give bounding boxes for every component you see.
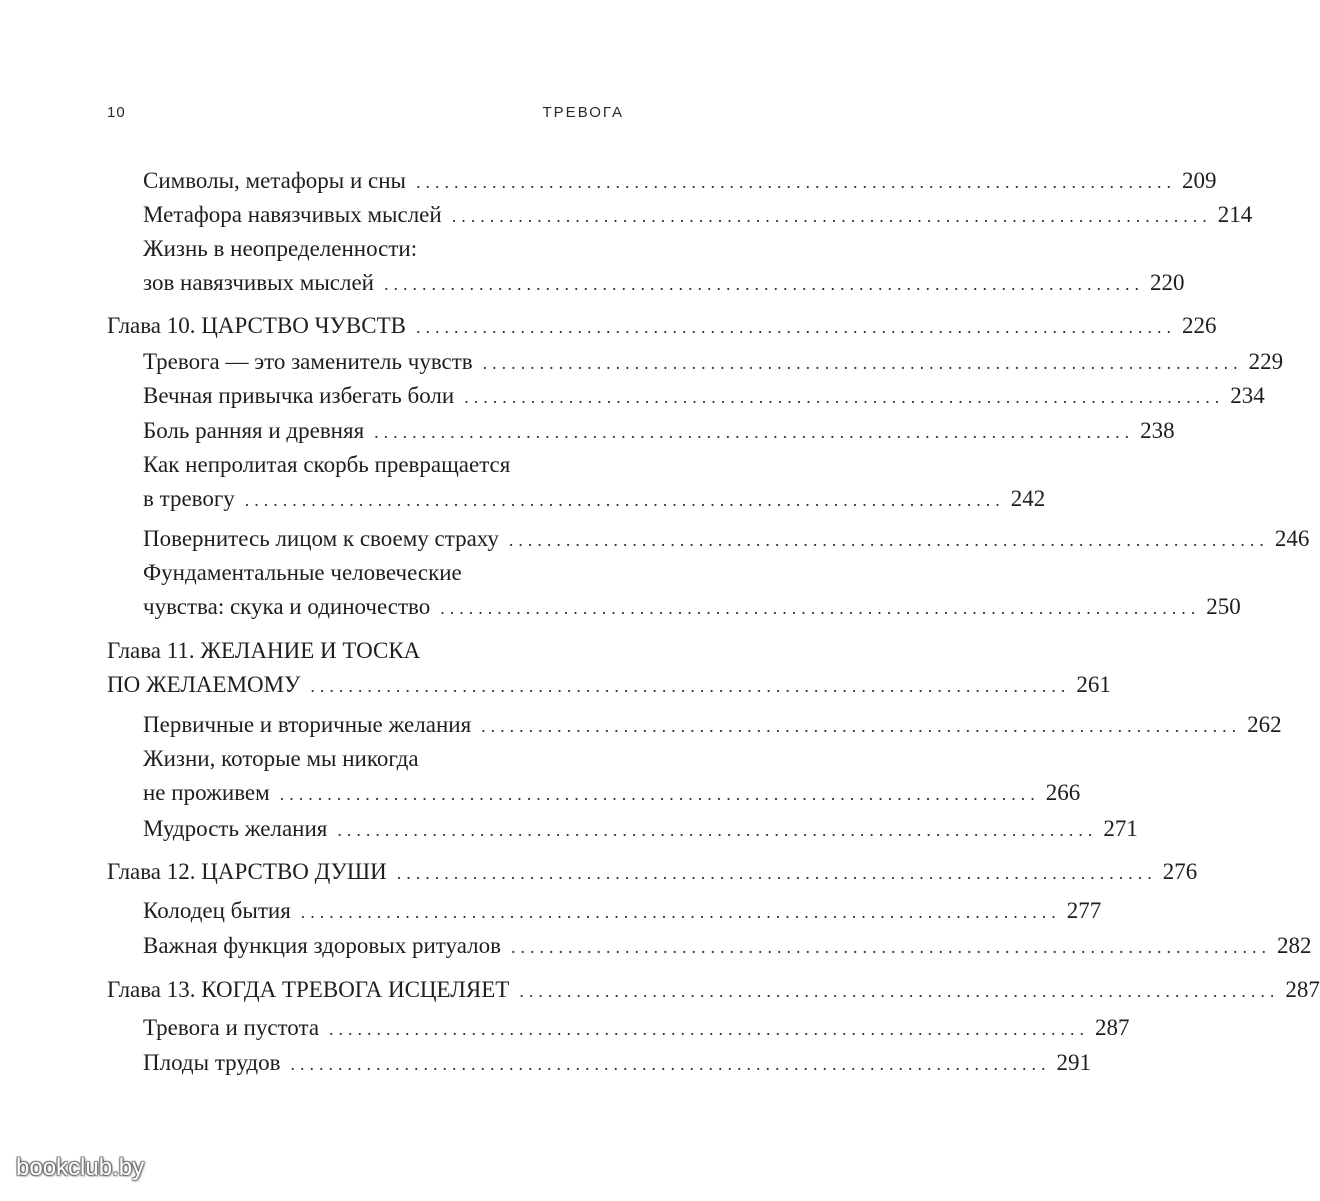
toc-entry-title: ПО ЖЕЛАЕМОМУ (107, 672, 301, 697)
toc-entry-line (143, 198, 1253, 232)
toc-entry-title-line: Жизни, которые мы никогда (143, 746, 419, 771)
toc-entry-title: Тревога и пустота (143, 1015, 320, 1040)
dot-leader: ................................................................................ (279, 784, 1040, 804)
toc-entry-title: Колодец бытия (143, 898, 291, 923)
dot-leader: ................................................................................ (508, 530, 1269, 550)
toc-page-number: 266 (1045, 780, 1081, 805)
toc-page-number: 287 (1095, 1015, 1130, 1040)
toc-entry-title: Повернитесь лицом к своему страху (143, 526, 499, 551)
dot-leader: ................................................................................ (290, 1054, 1051, 1074)
toc-entry-line (143, 482, 1046, 516)
toc-entry-line (107, 309, 1217, 343)
dot-leader: ................................................................................ (415, 317, 1176, 337)
toc-entry-line (143, 708, 1282, 742)
toc-section-entry (143, 556, 1241, 624)
toc-entry-title: Вечная привычка избегать боли (143, 383, 455, 408)
toc-entry-line (143, 776, 1081, 810)
toc-page-number: 276 (1162, 859, 1198, 884)
toc-page-number: 282 (1276, 933, 1312, 958)
toc-entry-title-line: Жизнь в неопределенности: (143, 236, 418, 261)
toc-entry-title-line: Как непролитая скорбь превращается (143, 452, 511, 477)
toc-page-number: 271 (1103, 816, 1138, 841)
toc-page-number: 229 (1248, 349, 1284, 374)
page-number: 10 (107, 104, 126, 121)
toc-section-entry (143, 929, 1312, 963)
toc-section-entry (143, 448, 1046, 516)
watermark-logo: bookclub.by (16, 1154, 145, 1181)
toc-chapter-entry (107, 634, 1111, 702)
toc-section-entry (143, 345, 1284, 379)
toc-entry-title: Символы, метафоры и сны (143, 168, 406, 193)
toc-entry-title: чувства: скука и одиночество (143, 594, 431, 619)
dot-leader: ................................................................................ (337, 820, 1098, 840)
toc-section-entry (143, 379, 1265, 413)
toc-entry-title: зов навязчивых мыслей (143, 270, 374, 295)
toc-entry-title: не проживем (143, 780, 270, 805)
dot-leader: ................................................................................ (440, 598, 1201, 618)
toc-entry-line (143, 345, 1284, 379)
toc-entry-line (107, 668, 1111, 702)
dot-leader: ................................................................................ (329, 1019, 1090, 1039)
toc-entry-line (143, 1046, 1091, 1080)
toc-entry-line (143, 379, 1265, 413)
toc-entry-title-line: Глава 11. ЖЕЛАНИЕ И ТОСКА (107, 638, 421, 663)
toc-section-entry (143, 894, 1102, 928)
toc-entry-line (107, 855, 1198, 889)
dot-leader: ................................................................................ (510, 937, 1271, 957)
toc-section-entry (143, 232, 1185, 300)
toc-chapter-entry (107, 855, 1198, 889)
dot-leader: ................................................................................ (482, 353, 1243, 373)
toc-chapter-entry (107, 309, 1217, 343)
toc-entry-title: Метафора навязчивых мыслей (143, 202, 442, 227)
toc-entry-line (143, 266, 1185, 300)
toc-entry-line (107, 973, 1320, 1007)
dot-leader: ................................................................................ (244, 490, 1005, 510)
toc-section-entry (143, 742, 1081, 810)
toc-entry-line (143, 590, 1241, 624)
dot-leader: ................................................................................ (481, 716, 1242, 736)
toc-entry-line (143, 929, 1312, 963)
dot-leader: ................................................................................ (519, 981, 1280, 1001)
toc-page-number: 214 (1217, 202, 1253, 227)
toc-page-number: 261 (1076, 672, 1111, 697)
toc-section-entry (143, 1011, 1130, 1045)
dot-leader: ................................................................................ (415, 172, 1176, 192)
toc-entry-title: Мудрость желания (143, 816, 328, 841)
toc-chapter-entry (107, 973, 1320, 1007)
toc-section-entry (143, 164, 1217, 198)
dot-leader: ................................................................................ (451, 206, 1212, 226)
toc-entry-line (143, 164, 1217, 198)
toc-entry-title: Боль ранняя и древняя (143, 418, 365, 443)
toc-page-number: 220 (1150, 270, 1185, 295)
toc-entry-title: Первичные и вторичные желания (143, 712, 472, 737)
dot-leader: ................................................................................ (464, 387, 1225, 407)
toc-entry-title: в тревогу (143, 486, 235, 511)
toc-page-number: 246 (1274, 526, 1310, 551)
toc-page-number: 262 (1247, 712, 1282, 737)
toc-page-number: 238 (1140, 418, 1175, 443)
toc-section-entry (143, 1046, 1091, 1080)
toc-page-number: 242 (1010, 486, 1046, 511)
toc-entry-line (143, 414, 1175, 448)
toc-entry-title-line: Фундаментальные человеческие (143, 560, 462, 585)
toc-entry-title: Тревога — это заменитель чувств (143, 349, 473, 374)
toc-entry-title: Важная функция здоровых ритуалов (143, 933, 501, 958)
toc-page-number: 250 (1206, 594, 1241, 619)
dot-leader: ................................................................................ (310, 676, 1071, 696)
toc-section-entry (143, 522, 1310, 556)
running-title: ТРЕВОГА (542, 104, 624, 121)
toc-entry-title: Плоды трудов (143, 1050, 281, 1075)
dot-leader: ................................................................................ (396, 863, 1157, 883)
toc-entry-line (143, 1011, 1130, 1045)
toc-entry-title: Глава 10. ЦАРСТВО ЧУВСТВ (107, 313, 406, 338)
toc-page-number: 277 (1066, 898, 1102, 923)
toc-page-number: 287 (1285, 977, 1320, 1002)
running-head (107, 104, 624, 128)
toc-entry-line (143, 522, 1310, 556)
toc-page-number: 209 (1181, 168, 1217, 193)
dot-leader: ................................................................................ (300, 902, 1061, 922)
toc-section-entry (143, 708, 1282, 742)
toc-entry-line (143, 894, 1102, 928)
toc-entry-title: Глава 12. ЦАРСТВО ДУШИ (107, 859, 387, 884)
dot-leader: ................................................................................ (374, 422, 1135, 442)
toc-page-number: 291 (1056, 1050, 1091, 1075)
toc-entry-line (143, 812, 1138, 846)
dot-leader: ................................................................................ (384, 274, 1144, 294)
toc-entry-title: Глава 13. КОГДА ТРЕВОГА ИСЦЕЛЯЕТ (107, 977, 510, 1002)
toc-section-entry (143, 414, 1175, 448)
toc-section-entry (143, 198, 1253, 232)
toc-section-entry (143, 812, 1138, 846)
toc-page-number: 234 (1230, 383, 1265, 408)
toc-page-number: 226 (1181, 313, 1217, 338)
